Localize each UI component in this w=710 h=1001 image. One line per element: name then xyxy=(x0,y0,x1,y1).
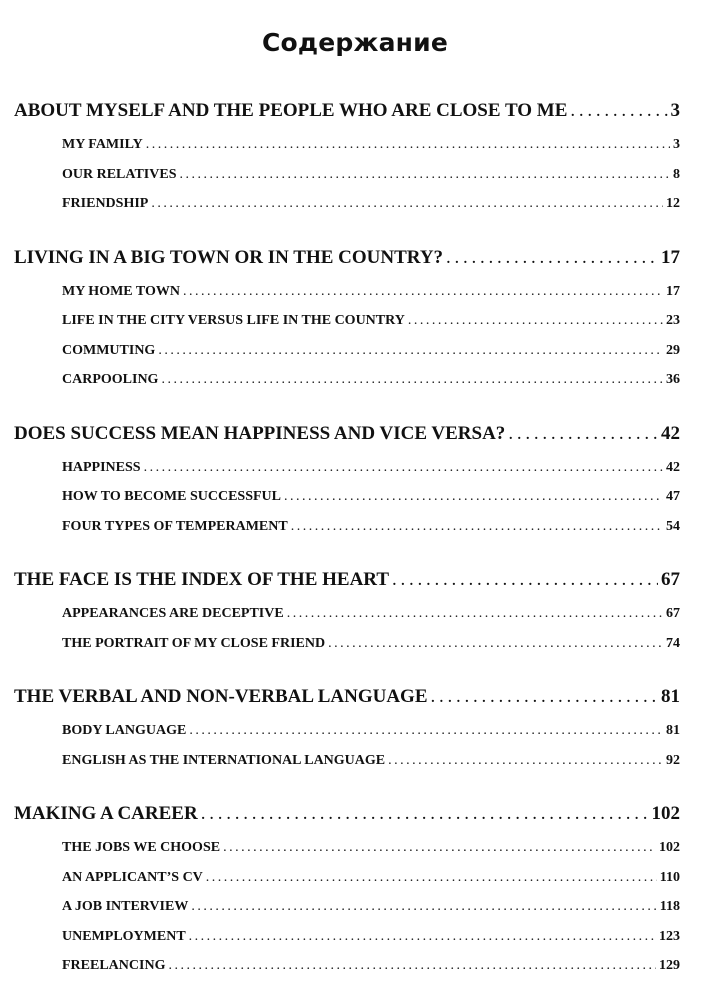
dot-leader xyxy=(191,892,656,922)
dot-leader xyxy=(284,482,663,512)
dot-leader xyxy=(508,415,658,452)
entry-title: LIFE IN THE CITY VERSUS LIFE IN THE COUNTRY xyxy=(62,313,405,328)
dot-leader xyxy=(180,160,671,190)
dot-leader xyxy=(388,746,663,776)
entry-title: BODY LANGUAGE xyxy=(62,723,187,738)
entry-page-number: 74 xyxy=(666,635,680,651)
chapter-title: LIVING IN A BIG TOWN OR IN THE COUNTRY? xyxy=(14,246,444,268)
entry-page-number: 23 xyxy=(666,313,680,328)
entry-title: HAPPINESS xyxy=(62,459,141,475)
chapter-page-number: 3 xyxy=(670,100,680,121)
dot-leader xyxy=(223,833,656,863)
dot-leader xyxy=(291,512,663,542)
chapter-heading[interactable] xyxy=(14,92,680,129)
entry-title: APPEARANCES ARE DECEPTIVE xyxy=(62,606,284,621)
chapter-page-number: 42 xyxy=(661,422,680,444)
dot-leader xyxy=(161,365,663,395)
toc-section xyxy=(14,415,680,542)
entry-page-number: 123 xyxy=(659,928,680,944)
entry-title: AN APPLICANT’S CV xyxy=(62,869,203,885)
toc-entry[interactable] xyxy=(14,277,680,307)
chapter-heading[interactable] xyxy=(14,239,680,276)
dot-leader xyxy=(189,716,663,746)
entry-page-number: 29 xyxy=(666,342,680,358)
entry-title: UNEMPLOYMENT xyxy=(62,928,186,944)
toc-entry[interactable] xyxy=(14,746,680,776)
entry-page-number: 12 xyxy=(666,196,680,211)
chapter-title: THE FACE IS THE INDEX OF THE HEART xyxy=(14,569,390,590)
chapter-page-number: 81 xyxy=(661,686,680,707)
dot-leader xyxy=(189,922,656,952)
chapter-title: THE VERBAL AND NON-VERBAL LANGUAGE xyxy=(14,686,428,707)
entry-page-number: 3 xyxy=(673,137,680,152)
toc-entry[interactable] xyxy=(14,629,680,659)
toc-section xyxy=(14,678,680,775)
toc-entry[interactable] xyxy=(14,599,680,629)
entry-page-number: 129 xyxy=(659,958,680,973)
toc-section xyxy=(14,795,680,981)
entry-title: CARPOOLING xyxy=(62,372,159,387)
entry-page-number: 92 xyxy=(666,752,680,768)
dot-leader xyxy=(392,561,658,598)
entry-page-number: 81 xyxy=(666,723,680,738)
chapter-heading[interactable] xyxy=(14,415,680,452)
toc-entry[interactable] xyxy=(14,512,680,542)
chapter-heading[interactable] xyxy=(14,795,680,832)
dot-leader xyxy=(146,130,670,160)
toc-entry[interactable] xyxy=(14,130,680,160)
entry-page-number: 17 xyxy=(666,283,680,299)
dot-leader xyxy=(201,795,649,832)
chapter-heading[interactable] xyxy=(14,561,680,598)
entry-page-number: 36 xyxy=(666,372,680,387)
chapter-title: DOES SUCCESS MEAN HAPPINESS AND VICE VERSA? xyxy=(14,422,506,444)
entry-page-number: 47 xyxy=(666,489,680,504)
entry-title: MY HOME TOWN xyxy=(62,283,180,299)
entry-title: THE PORTRAIT OF MY CLOSE FRIEND xyxy=(62,635,326,651)
chapter-title: ABOUT MYSELF AND THE PEOPLE WHO ARE CLOSE TO ME xyxy=(14,100,568,121)
entry-page-number: 67 xyxy=(666,606,680,621)
toc-entry[interactable] xyxy=(14,892,680,922)
toc-entry[interactable] xyxy=(14,833,680,863)
dot-leader xyxy=(446,239,658,276)
dot-leader xyxy=(144,453,663,483)
dot-leader xyxy=(183,277,663,307)
toc-entry[interactable] xyxy=(14,365,680,395)
entry-page-number: 54 xyxy=(666,518,680,534)
entry-title: HOW TO BECOME SUCCESSFUL xyxy=(62,489,282,504)
dot-leader xyxy=(151,189,663,219)
toc-entry[interactable] xyxy=(14,863,680,893)
chapter-heading[interactable] xyxy=(14,678,680,715)
toc-entry[interactable] xyxy=(14,716,680,746)
dot-leader xyxy=(206,863,657,893)
chapter-page-number: 17 xyxy=(661,246,680,268)
toc-entry[interactable] xyxy=(14,482,680,512)
entry-title: FREELANCING xyxy=(62,958,166,973)
toc-entry[interactable] xyxy=(14,189,680,219)
table-of-contents xyxy=(14,92,680,1001)
entry-title: FRIENDSHIP xyxy=(62,196,149,211)
chapter-page-number: 67 xyxy=(661,569,680,590)
entry-title: ENGLISH AS THE INTERNATIONAL LANGUAGE xyxy=(62,752,386,768)
toc-entry[interactable] xyxy=(14,922,680,952)
toc-entry[interactable] xyxy=(14,160,680,190)
toc-entry[interactable] xyxy=(14,306,680,336)
dot-leader xyxy=(168,951,656,981)
entry-page-number: 42 xyxy=(666,459,680,475)
toc-entry[interactable] xyxy=(14,951,680,981)
entry-title: COMMUTING xyxy=(62,342,156,358)
entry-title: FOUR TYPES OF TEMPERAMENT xyxy=(62,518,288,534)
dot-leader xyxy=(431,678,658,715)
toc-entry[interactable] xyxy=(14,336,680,366)
entry-title: MY FAMILY xyxy=(62,137,143,152)
entry-page-number: 8 xyxy=(673,166,680,182)
toc-section xyxy=(14,239,680,395)
entry-title: A JOB INTERVIEW xyxy=(62,899,189,914)
dot-leader xyxy=(328,629,663,659)
chapter-title: MAKING A CAREER xyxy=(14,803,198,824)
toc-entry[interactable] xyxy=(14,453,680,483)
dot-leader xyxy=(158,336,663,366)
toc-section xyxy=(14,92,680,219)
dot-leader xyxy=(570,92,667,129)
toc-section xyxy=(14,561,680,658)
entry-title: OUR RELATIVES xyxy=(62,166,177,182)
dot-leader xyxy=(408,306,663,336)
page-title: Содержание xyxy=(261,27,449,57)
entry-page-number: 102 xyxy=(659,840,680,855)
chapter-page-number: 102 xyxy=(651,803,680,824)
entry-title: THE JOBS WE CHOOSE xyxy=(62,840,221,855)
dot-leader xyxy=(287,599,663,629)
entry-page-number: 118 xyxy=(659,899,680,914)
entry-page-number: 110 xyxy=(659,869,680,885)
